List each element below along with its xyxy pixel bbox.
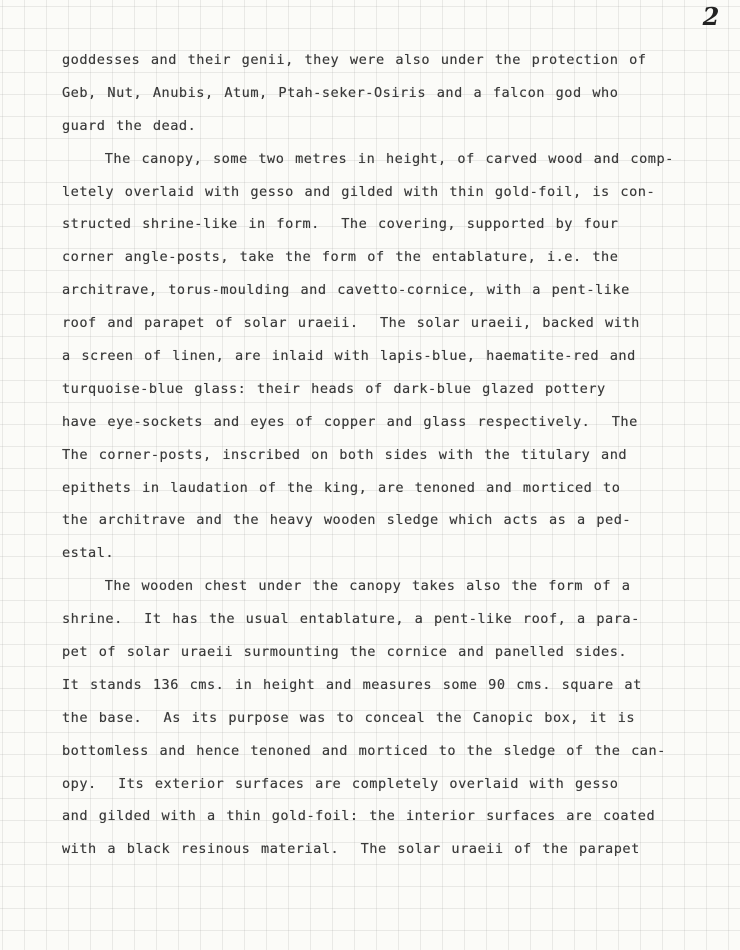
text-line: have eye-sockets and eyes of copper and glass respectively. The [62, 413, 638, 430]
text-line: bottomless and hence tenoned and morticed to the sledge of the can- [62, 742, 666, 759]
page-number: 2 [702, 2, 720, 31]
text-line: guard the dead. [62, 117, 197, 134]
text-line: opy. Its exterior surfaces are completely overlaid with gesso [62, 775, 619, 792]
text-line: corner angle-posts, take the form of the entablature, i.e. the [62, 249, 619, 266]
text-line: epithets in laudation of the king, are tenoned and morticed to [62, 479, 621, 496]
text-line: pet of solar uraeii surmounting the cornice and panelled sides. [62, 644, 628, 661]
text-line: shrine. It has the usual entablature, a pent-like roof, a para- [62, 611, 640, 628]
text-line: and gilded with a thin gold-foil: the interior surfaces are coated [62, 808, 656, 825]
text-line: estal. [62, 545, 115, 562]
text-line: The wooden chest under the canopy takes also the form of a [62, 578, 631, 595]
text-line: structed shrine-like in form. The covering, supported by four [62, 216, 619, 233]
text-line: a screen of linen, are inlaid with lapis-blue, haematite-red and [62, 348, 636, 365]
typed-text-body [62, 44, 702, 866]
text-line: the base. As its purpose was to conceal the Canopic box, it is [62, 709, 636, 726]
text-line: The corner-posts, inscribed on both sides with the titulary and [62, 446, 628, 463]
text-line: with a black resinous material. The solar uraeii of the parapet [62, 841, 640, 858]
text-line: turquoise-blue glass: their heads of dark-blue glazed pottery [62, 380, 606, 397]
text-line: letely overlaid with gesso and gilded with thin gold-foil, is con- [62, 183, 656, 200]
text-line: Geb, Nut, Anubis, Atum, Ptah-seker-Osiris and a falcon god who [62, 84, 619, 101]
text-line: architrave, torus-moulding and cavetto-cornice, with a pent-like [62, 282, 630, 299]
text-line: the architrave and the heavy wooden sledge which acts as a ped- [62, 512, 632, 529]
text-line: The canopy, some two metres in height, of carved wood and comp- [62, 150, 674, 167]
text-line: It stands 136 cms. in height and measures some 90 cms. square at [62, 676, 642, 693]
text-line: goddesses and their genii, they were also under the protection of [62, 52, 647, 68]
text-line: roof and parapet of solar uraeii. The solar uraeii, backed with [62, 315, 640, 332]
